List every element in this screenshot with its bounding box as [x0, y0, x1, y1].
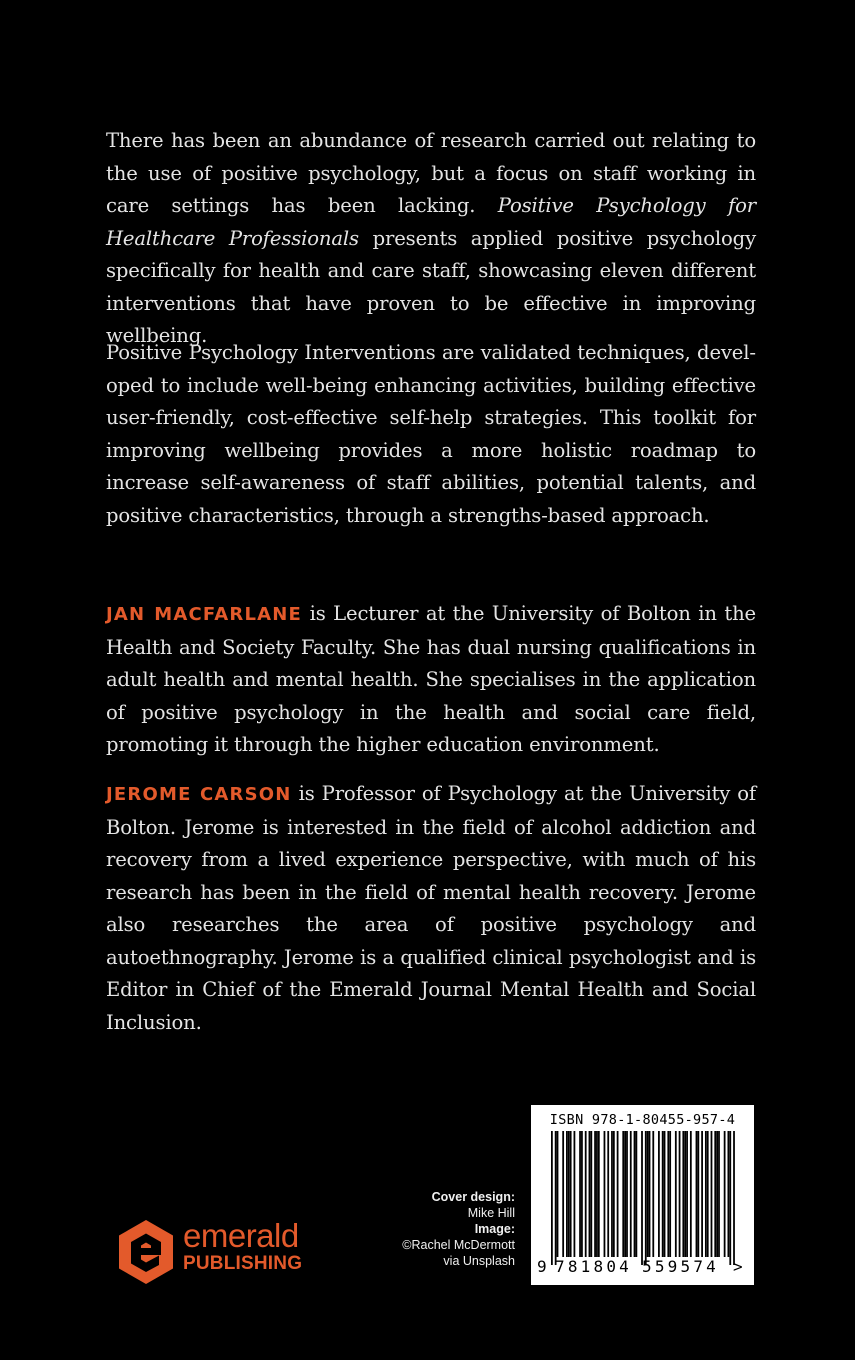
- barcode-bar: [562, 1131, 564, 1257]
- barcode-bar: [622, 1131, 624, 1257]
- book-title-italic: Positive Psychology for Healthcare Professionals: [106, 194, 756, 250]
- barcode-bar: [630, 1131, 632, 1257]
- image-credit-value-2: via Unsplash: [443, 1254, 515, 1268]
- barcode-bar: [581, 1131, 583, 1257]
- barcode-bar: [705, 1131, 707, 1257]
- barcode-bar: [641, 1131, 643, 1265]
- image-credit-value-1: ©Rachel McDermott: [402, 1238, 515, 1252]
- barcode-bar: [701, 1131, 703, 1257]
- author-bio-1: [106, 598, 756, 762]
- barcode-bar: [679, 1131, 681, 1257]
- cover-design-label: Cover design:: [431, 1190, 515, 1204]
- barcode-bar: [613, 1131, 615, 1257]
- barcode-bar: [718, 1131, 720, 1257]
- barcode-bar: [733, 1131, 735, 1265]
- barcode-bar: [711, 1131, 713, 1257]
- barcode-bar: [647, 1131, 649, 1257]
- barcode-bar: [611, 1131, 613, 1257]
- publisher-logo: [117, 1217, 317, 1287]
- barcode-bar: [658, 1131, 660, 1257]
- barcode-bar: [727, 1131, 729, 1257]
- barcode-digits-left: 781804: [555, 1257, 632, 1276]
- blurb-p1-after: presents applied positive psychology specifically for health and care staff, showcasing eleven different interventions that have proven to be effective in improving wellbeing.: [106, 226, 756, 347]
- barcode-bar: [579, 1131, 581, 1257]
- barcode-bar: [555, 1131, 557, 1265]
- author-bio-text-2: is Professor of Psychology at the University of Bolton. Jerome is interested in the field of alcohol addiction and recovery from a lived experience perspective, with much of his research has been in the field of mental health recovery. Jerome also researches the area of positive psychology and autoethnography. Jerome is a qualified clinical psychologist and is Editor in Chief of the Emerald Journal Mental Health and Social Inclusion.: [106, 782, 757, 1034]
- isbn-barcode: [531, 1105, 754, 1285]
- barcode-bar: [697, 1131, 699, 1257]
- barcode-bar: [604, 1131, 606, 1257]
- barcode-bar: [570, 1131, 572, 1257]
- barcode-bar: [635, 1131, 637, 1257]
- barcode-bar: [596, 1131, 598, 1257]
- barcode-bar: [607, 1131, 609, 1257]
- barcode-bar: [675, 1131, 677, 1257]
- barcode-bar: [690, 1131, 692, 1257]
- barcode-bar: [617, 1131, 619, 1257]
- barcode-bar: [645, 1131, 647, 1265]
- barcode-bar: [598, 1131, 600, 1257]
- barcode-bar: [624, 1131, 626, 1257]
- cover-design-value: Mike Hill: [467, 1206, 515, 1220]
- barcode-digits-right: 559574: [642, 1257, 719, 1276]
- barcode-bar: [684, 1131, 686, 1257]
- barcode-bar: [634, 1131, 636, 1257]
- barcode-bar: [585, 1131, 587, 1257]
- barcode-end-mark: >: [733, 1257, 743, 1276]
- barcode-bar: [662, 1131, 664, 1257]
- blurb-paragraph-2: Positive Psychology Interventions are validated techniques, developed to include well-being enhancing activities, building effective user-friendly, cost-effective self-help strategies. This toolkit for improving wellbeing provides a more holistic roadmap to increase self-awareness of staff abilities, potential talents, and positive characteristics, through a strengths-based approach.: [106, 341, 756, 527]
- author-name-2: JEROME CARSON: [106, 784, 292, 805]
- barcode-bar: [714, 1131, 716, 1257]
- barcode-bar: [551, 1131, 553, 1265]
- barcode-bar: [667, 1131, 669, 1257]
- publisher-subname: PUBLISHING: [183, 1253, 303, 1274]
- barcode-bar: [716, 1131, 718, 1257]
- barcode-bar: [626, 1131, 628, 1257]
- barcode-bar: [594, 1131, 596, 1257]
- barcode-digit-lead: 9: [537, 1257, 547, 1276]
- author-name-1: JAN MACFARLANE: [106, 604, 303, 625]
- barcode-bar: [589, 1131, 591, 1257]
- barcode-bar: [590, 1131, 592, 1257]
- barcode-bar: [696, 1131, 698, 1257]
- blurb-paragraph-1: [106, 125, 756, 353]
- blurb-p1-before: There has been an abundance of research carried out relating to the use of positive psychology, but a focus on staff working in care settings has been lacking.: [106, 129, 756, 217]
- barcode-bar: [686, 1131, 688, 1257]
- author-bio-2: [106, 778, 756, 1039]
- barcode-bar: [682, 1131, 684, 1257]
- barcode-bar: [669, 1131, 671, 1257]
- barcode-bar: [724, 1131, 726, 1257]
- barcode-bar: [707, 1131, 709, 1257]
- isbn-label: ISBN 978-1-80455-957-4: [549, 1112, 736, 1128]
- barcode-bar: [664, 1131, 666, 1257]
- barcode-bar: [649, 1131, 651, 1257]
- image-credit-label: Image:: [474, 1222, 515, 1236]
- barcode-bar: [568, 1131, 570, 1257]
- credits: [380, 1189, 515, 1269]
- barcode-bar: [566, 1131, 568, 1257]
- barcode-bar: [729, 1131, 731, 1265]
- barcode-bar: [557, 1131, 559, 1257]
- barcode-bar: [574, 1131, 576, 1257]
- barcode-bar: [652, 1131, 654, 1257]
- author-bio-text-1: is Lecturer at the University of Bolton in the Health and Society Faculty. She has dual nursing qualifications in adult health and mental health. She specialises in the application of positive psychology in the health and social care field, promoting it through the higher education environment.: [106, 602, 756, 756]
- publisher-name: emerald: [183, 1217, 299, 1254]
- emerald-logo-icon: [117, 1219, 175, 1285]
